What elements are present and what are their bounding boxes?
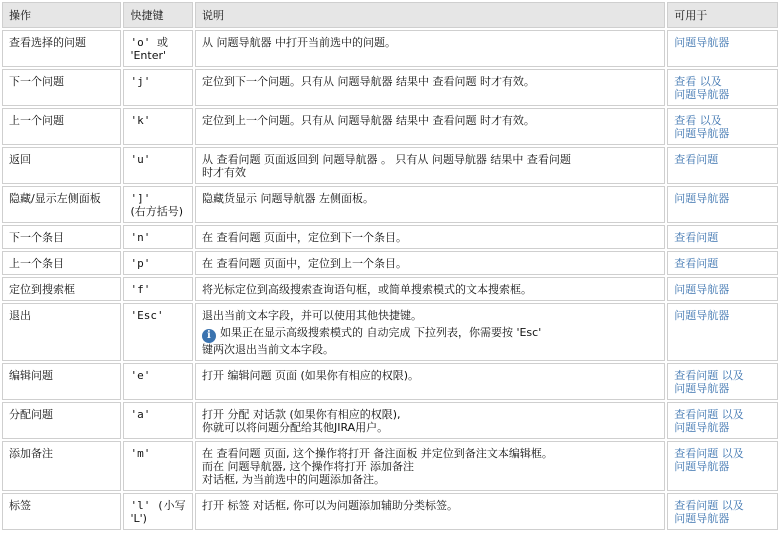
available-cell bbox=[667, 225, 778, 249]
description-cell bbox=[195, 108, 665, 145]
available-cell bbox=[667, 303, 778, 361]
action-label: 下一个条目 bbox=[9, 231, 64, 244]
description-cell bbox=[195, 251, 665, 275]
table-body bbox=[2, 30, 778, 530]
available-link[interactable]: 问题导航器 bbox=[674, 421, 730, 434]
available-cell bbox=[667, 402, 778, 439]
description-cell bbox=[195, 493, 665, 530]
available-link[interactable]: 问题导航器 bbox=[674, 283, 730, 296]
shortcut-cell bbox=[123, 441, 193, 491]
description-cell bbox=[195, 147, 665, 184]
table-header-row bbox=[2, 2, 778, 28]
table-row bbox=[2, 303, 778, 361]
available-link[interactable]: 问题导航器 bbox=[674, 192, 730, 205]
available-link[interactable]: 问题导航器 bbox=[674, 460, 730, 473]
shortcut-key: 'e' bbox=[130, 369, 151, 382]
action-label: 编辑问题 bbox=[9, 369, 53, 382]
description-text: 定位到下一个问题。只有从 问题导航器 结果中 查看问题 时才有效。 bbox=[201, 75, 535, 88]
action-label: 分配问题 bbox=[9, 408, 53, 421]
table-row bbox=[2, 108, 778, 145]
action-label: 标签 bbox=[9, 499, 31, 512]
table-row bbox=[2, 147, 778, 184]
shortcut-cell bbox=[123, 30, 193, 67]
action-cell bbox=[2, 303, 121, 361]
action-label: 添加备注 bbox=[9, 447, 53, 460]
available-link[interactable]: 查看问题 以及 bbox=[674, 369, 744, 382]
table-row bbox=[2, 441, 778, 491]
description-cell bbox=[195, 303, 665, 361]
table-row bbox=[2, 225, 778, 249]
shortcut-cell bbox=[123, 402, 193, 439]
shortcut-key: 'o' 或 bbox=[130, 36, 168, 49]
shortcut-cell bbox=[123, 277, 193, 301]
description-text: 在 查看问题 页面中，定位到下一个条目。 bbox=[201, 231, 407, 244]
action-label: 定位到搜索框 bbox=[9, 283, 75, 296]
available-link[interactable]: 查看问题 以及 bbox=[674, 499, 744, 512]
description-cell bbox=[195, 402, 665, 439]
description-cell bbox=[195, 186, 665, 223]
shortcut-key: 'p' bbox=[130, 257, 151, 270]
shortcut-cell bbox=[123, 363, 193, 400]
table-row bbox=[2, 251, 778, 275]
header-description: 说明 bbox=[195, 2, 665, 28]
shortcut-cell bbox=[123, 251, 193, 275]
shortcut-key: 'l' (小写 bbox=[130, 499, 186, 512]
header-shortcut: 快捷键 bbox=[123, 2, 193, 28]
action-cell bbox=[2, 186, 121, 223]
description-text: 打开 标签 对话框, 你可以为问题添加辅助分类标签。 bbox=[201, 499, 458, 512]
shortcut-key: 'm' bbox=[130, 447, 151, 460]
action-cell bbox=[2, 69, 121, 106]
description-text: 在 查看问题 页面中，定位到上一个条目。 bbox=[201, 257, 407, 270]
action-cell bbox=[2, 402, 121, 439]
note-text: 如果正在显示高级搜索模式的 自动完成 下拉列表，你需要按 'Esc' bbox=[219, 326, 542, 339]
header-action: 操作 bbox=[2, 2, 121, 28]
shortcut-key: 'f' bbox=[130, 283, 151, 296]
shortcut-cell bbox=[123, 147, 193, 184]
available-link[interactable]: 问题导航器 bbox=[674, 309, 730, 322]
shortcut-cell bbox=[123, 225, 193, 249]
shortcut-cell bbox=[123, 303, 193, 361]
available-link[interactable]: 查看问题 bbox=[674, 153, 719, 166]
available-cell bbox=[667, 186, 778, 223]
available-cell bbox=[667, 30, 778, 67]
available-link[interactable]: 查看问题 以及 bbox=[674, 447, 744, 460]
action-label: 隐藏/显示左侧面板 bbox=[9, 192, 101, 205]
table-row bbox=[2, 69, 778, 106]
shortcut-key: 'Enter' bbox=[130, 49, 167, 62]
available-link[interactable]: 问题导航器 bbox=[674, 88, 730, 101]
description-text: 对话框, 为当前选中的问题添加备注。 bbox=[201, 473, 385, 486]
action-cell bbox=[2, 108, 121, 145]
available-cell bbox=[667, 493, 778, 530]
available-link[interactable]: 查看问题 bbox=[674, 257, 719, 270]
available-cell bbox=[667, 69, 778, 106]
available-link[interactable]: 问题导航器 bbox=[674, 382, 730, 395]
shortcut-key: ']' bbox=[130, 192, 151, 205]
shortcut-key: 'k' bbox=[130, 114, 151, 127]
available-link[interactable]: 问题导航器 bbox=[674, 127, 730, 140]
description-text: 而在 问题导航器, 这个操作将打开 添加备注 bbox=[201, 460, 414, 473]
description-text: 从 问题导航器 中打开当前选中的问题。 bbox=[201, 36, 396, 49]
action-cell bbox=[2, 30, 121, 67]
description-cell bbox=[195, 30, 665, 67]
available-link[interactable]: 查看问题 bbox=[674, 231, 719, 244]
available-link[interactable]: 查看 以及 bbox=[674, 114, 722, 127]
shortcut-key: 'j' bbox=[130, 75, 151, 88]
description-text: 退出当前文本字段，并可以使用其他快捷键。 bbox=[201, 309, 422, 322]
available-cell bbox=[667, 441, 778, 491]
shortcut-key: 'L') bbox=[130, 512, 147, 525]
shortcut-key: 'a' bbox=[130, 408, 151, 421]
action-cell bbox=[2, 441, 121, 491]
table-row bbox=[2, 402, 778, 439]
shortcut-key: 'n' bbox=[130, 231, 151, 244]
description-cell bbox=[195, 69, 665, 106]
available-cell bbox=[667, 363, 778, 400]
description-text: 在 查看问题 页面, 这个操作将打开 备注面板 并定位到备注文本编辑框。 bbox=[201, 447, 553, 460]
action-cell bbox=[2, 363, 121, 400]
table-row bbox=[2, 363, 778, 400]
available-link[interactable]: 问题导航器 bbox=[674, 512, 730, 525]
action-cell bbox=[2, 225, 121, 249]
description-cell bbox=[195, 441, 665, 491]
action-label: 上一个条目 bbox=[9, 257, 64, 270]
shortcut-cell bbox=[123, 108, 193, 145]
description-text: 从 查看问题 页面返回到 问题导航器 。 只有从 问题导航器 结果中 查看问题 bbox=[201, 153, 571, 166]
action-cell bbox=[2, 493, 121, 530]
available-cell bbox=[667, 147, 778, 184]
action-cell bbox=[2, 147, 121, 184]
description-cell bbox=[195, 363, 665, 400]
description-text: 将光标定位到高级搜索查询语句框，或简单搜索模式的文本搜索框。 bbox=[201, 283, 532, 296]
action-label: 查看选择的问题 bbox=[9, 36, 86, 49]
available-cell bbox=[667, 251, 778, 275]
description-cell bbox=[195, 277, 665, 301]
available-cell bbox=[667, 108, 778, 145]
shortcut-cell bbox=[123, 186, 193, 223]
table-row bbox=[2, 186, 778, 223]
action-cell bbox=[2, 251, 121, 275]
description-text: 你就可以将问题分配给其他JIRA用户。 bbox=[201, 421, 389, 434]
table-row bbox=[2, 30, 778, 67]
table-row bbox=[2, 277, 778, 301]
action-label: 返回 bbox=[9, 153, 31, 166]
available-link[interactable]: 问题导航器 bbox=[674, 36, 730, 49]
note-text: 键两次退出当前文本字段。 bbox=[201, 343, 334, 356]
description-cell bbox=[195, 225, 665, 249]
action-label: 下一个问题 bbox=[9, 75, 64, 88]
action-label: 上一个问题 bbox=[9, 114, 64, 127]
header-available-in: 可用于 bbox=[667, 2, 778, 28]
description-text: 定位到上一个问题。只有从 问题导航器 结果中 查看问题 时才有效。 bbox=[201, 114, 535, 127]
action-label: 退出 bbox=[9, 309, 31, 322]
action-cell bbox=[2, 277, 121, 301]
info-note bbox=[202, 326, 658, 356]
shortcut-cell bbox=[123, 69, 193, 106]
description-text: 时才有效 bbox=[201, 166, 246, 179]
shortcut-key: (右方括号) bbox=[130, 205, 184, 218]
available-cell bbox=[667, 277, 778, 301]
available-link[interactable]: 查看问题 以及 bbox=[674, 408, 744, 421]
description-text: 打开 编辑问题 页面 (如果你有相应的权限)。 bbox=[201, 369, 420, 382]
description-text: 隐藏货显示 问题导航器 左侧面板。 bbox=[201, 192, 374, 205]
description-text: 打开 分配 对话款 (如果你有相应的权限), bbox=[201, 408, 401, 421]
shortcut-key: 'u' bbox=[130, 153, 151, 166]
available-link[interactable]: 查看 以及 bbox=[674, 75, 722, 88]
shortcut-key: 'Esc' bbox=[130, 309, 164, 322]
shortcut-cell bbox=[123, 493, 193, 530]
info-icon: i bbox=[202, 329, 216, 343]
table-row bbox=[2, 493, 778, 530]
